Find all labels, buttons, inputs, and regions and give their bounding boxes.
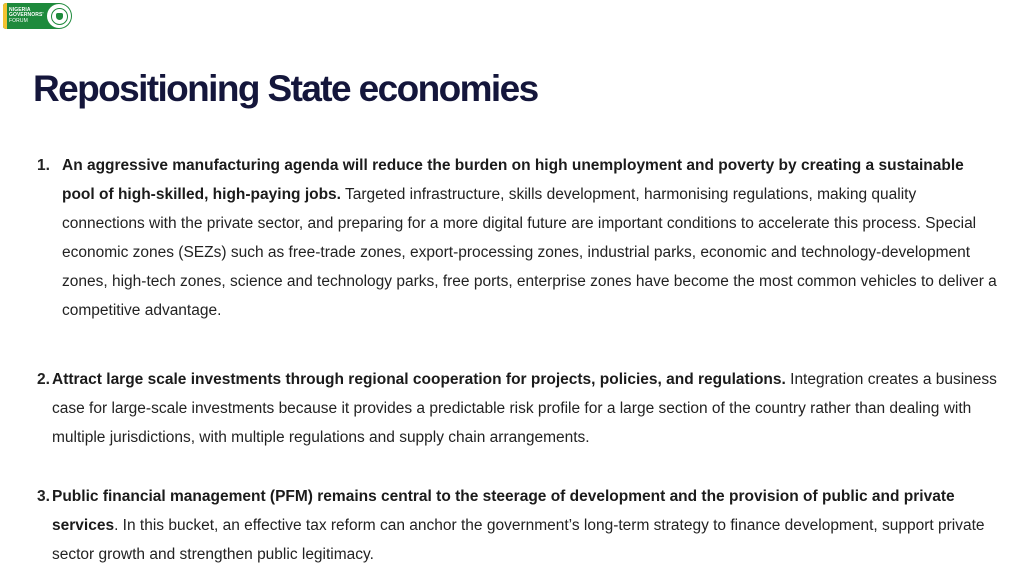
list-number-2: 2. — [37, 371, 50, 388]
logo-line-3: FORUM — [9, 17, 28, 24]
list-item-1-heading: An aggressive manufacturing agenda will reduce the burden on high unemployment and poverty by creating a sustainable pool of high-skilled, high-paying jobs. — [62, 157, 964, 203]
list-item-2-heading: Attract large scale investments through regional cooperation for projects, policies, and regulations. — [52, 371, 786, 388]
page-title: Repositioning State economies — [33, 68, 538, 109]
list-number-1: 1. — [37, 157, 50, 174]
list-item-3-body: . In this bucket, an effective tax reform can anchor the government’s long-term strategy to finance development, support private sector growth and strengthen public legitimacy. — [52, 517, 985, 563]
ngf-logo — [3, 3, 72, 29]
coat-of-arms-icon — [47, 4, 71, 28]
list-item-1 — [37, 151, 997, 325]
seal-shield — [56, 13, 63, 20]
list-item-1-body: Targeted infrastructure, skills development, harmonising regulations, making quality connections with the private sector, and preparing for a more digital future are important conditions to accelerate this process. Special economic zones (SEZs) such as free-trade zones, export-processing zones, industrial parks, economic and technology-development zones, high-tech zones, science and technology parks, free ports, enterprise zones have become the most common vehicles to deliver a competitive advantage. — [62, 186, 997, 319]
logo-text — [9, 8, 44, 25]
list-item-3 — [37, 482, 997, 569]
logo-stripe — [3, 3, 7, 29]
seal-ring — [51, 8, 68, 25]
list-item-2 — [37, 365, 997, 452]
list-item-2-body: Integration creates a business case for large-scale investments because it provides a predictable risk profile for a large section of the country rather than dealing with multiple jurisdictions, with multiple regulations and supply chain arrangements. — [52, 371, 997, 446]
logo-line-1: NIGERIA — [9, 6, 31, 13]
list-number-3: 3. — [37, 488, 50, 505]
logo-line-2: GOVERNORS' — [9, 12, 44, 19]
list-item-3-heading: Public financial management (PFM) remains central to the steerage of development and the provision of public and private services — [52, 488, 955, 534]
